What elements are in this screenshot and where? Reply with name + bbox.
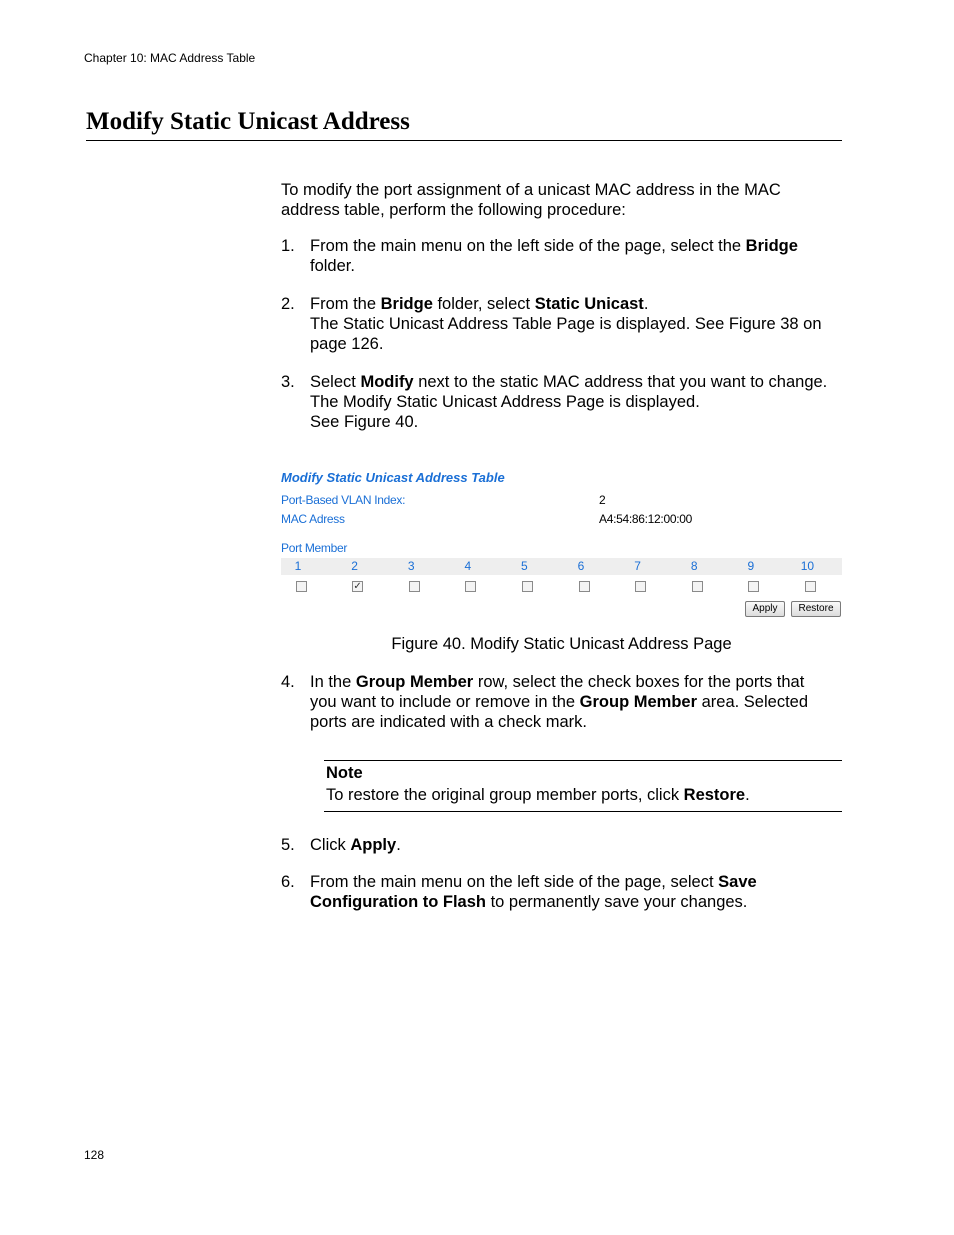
step-text: Select Modify next to the static MAC address that you want to change. The Modify Static Unicast Address Page is displayed. See Figure 40.	[310, 373, 828, 431]
step-text: From the main menu on the left side of the page, select Save Configuration to Flash to permanently save your changes.	[310, 873, 757, 911]
note-box	[324, 760, 842, 812]
port-number-2: 2	[351, 559, 358, 573]
port-checkbox-1[interactable]	[296, 581, 307, 592]
port-checkbox-4[interactable]	[465, 581, 476, 592]
restore-button[interactable]: Restore	[791, 601, 841, 617]
ui-table-title: Modify Static Unicast Address Table	[281, 470, 505, 485]
port-number-5: 5	[521, 559, 528, 573]
figure-caption: Figure 40. Modify Static Unicast Address Page	[391, 635, 732, 653]
port-checkbox-2[interactable]: ✓	[353, 581, 362, 592]
vlan-index-label: Port-Based VLAN Index:	[281, 493, 406, 507]
step-number: 2.	[281, 295, 295, 313]
step-number: 5.	[281, 836, 295, 854]
apply-button[interactable]: Apply	[745, 601, 785, 617]
port-checkbox-8[interactable]	[692, 581, 703, 592]
running-header: Chapter 10: MAC Address Table	[84, 51, 256, 65]
port-number-3: 3	[407, 559, 415, 573]
step-text: In the Group Member row, select the check boxes for the ports that you want to include or remove in the Group Member area. Selected ports are indicated with a check mark.	[310, 673, 809, 731]
port-number-7: 7	[634, 559, 641, 573]
port-checkbox-3[interactable]	[409, 581, 420, 592]
step-text: From the main menu on the left side of the page, select the Bridge folder.	[310, 237, 798, 275]
step-number: 1.	[281, 237, 295, 255]
port-number-6: 6	[577, 559, 585, 573]
port-number-10: 10	[800, 559, 815, 573]
figure-modify-static-unicast	[281, 470, 842, 620]
section-title: Modify Static Unicast Address	[86, 106, 842, 141]
step-number: 4.	[281, 673, 295, 691]
mac-address-value: A4:54:86:12:00:00	[599, 512, 692, 526]
mac-address-label: MAC Adress	[281, 512, 345, 526]
port-checkbox-7[interactable]	[635, 581, 646, 592]
port-checkbox-5[interactable]	[522, 581, 533, 592]
vlan-index-value: 2	[599, 493, 606, 507]
step-number: 6.	[281, 873, 295, 891]
port-member-label: Port Member	[281, 541, 348, 555]
port-checkbox-9[interactable]	[748, 581, 759, 592]
port-number-8: 8	[690, 559, 698, 573]
port-number-1: 1	[294, 559, 302, 573]
step-text: From the Bridge folder, select Static Unicast. The Static Unicast Address Table Page is displayed. See Figure 38 on page 126.	[310, 295, 822, 353]
intro-paragraph: To modify the port assignment of a unicast MAC address in the MAC address table, perform the following procedure:	[281, 181, 781, 219]
page-number: 128	[84, 1148, 105, 1162]
port-number-9: 9	[747, 559, 755, 573]
note-heading: Note	[326, 764, 363, 782]
note-text: To restore the original group member ports, click Restore.	[326, 786, 750, 804]
port-checkbox-10[interactable]	[805, 581, 816, 592]
step-number: 3.	[281, 373, 295, 391]
port-number-4: 4	[464, 559, 472, 573]
step-text: Click Apply.	[310, 836, 401, 854]
port-checkbox-6[interactable]	[579, 581, 590, 592]
